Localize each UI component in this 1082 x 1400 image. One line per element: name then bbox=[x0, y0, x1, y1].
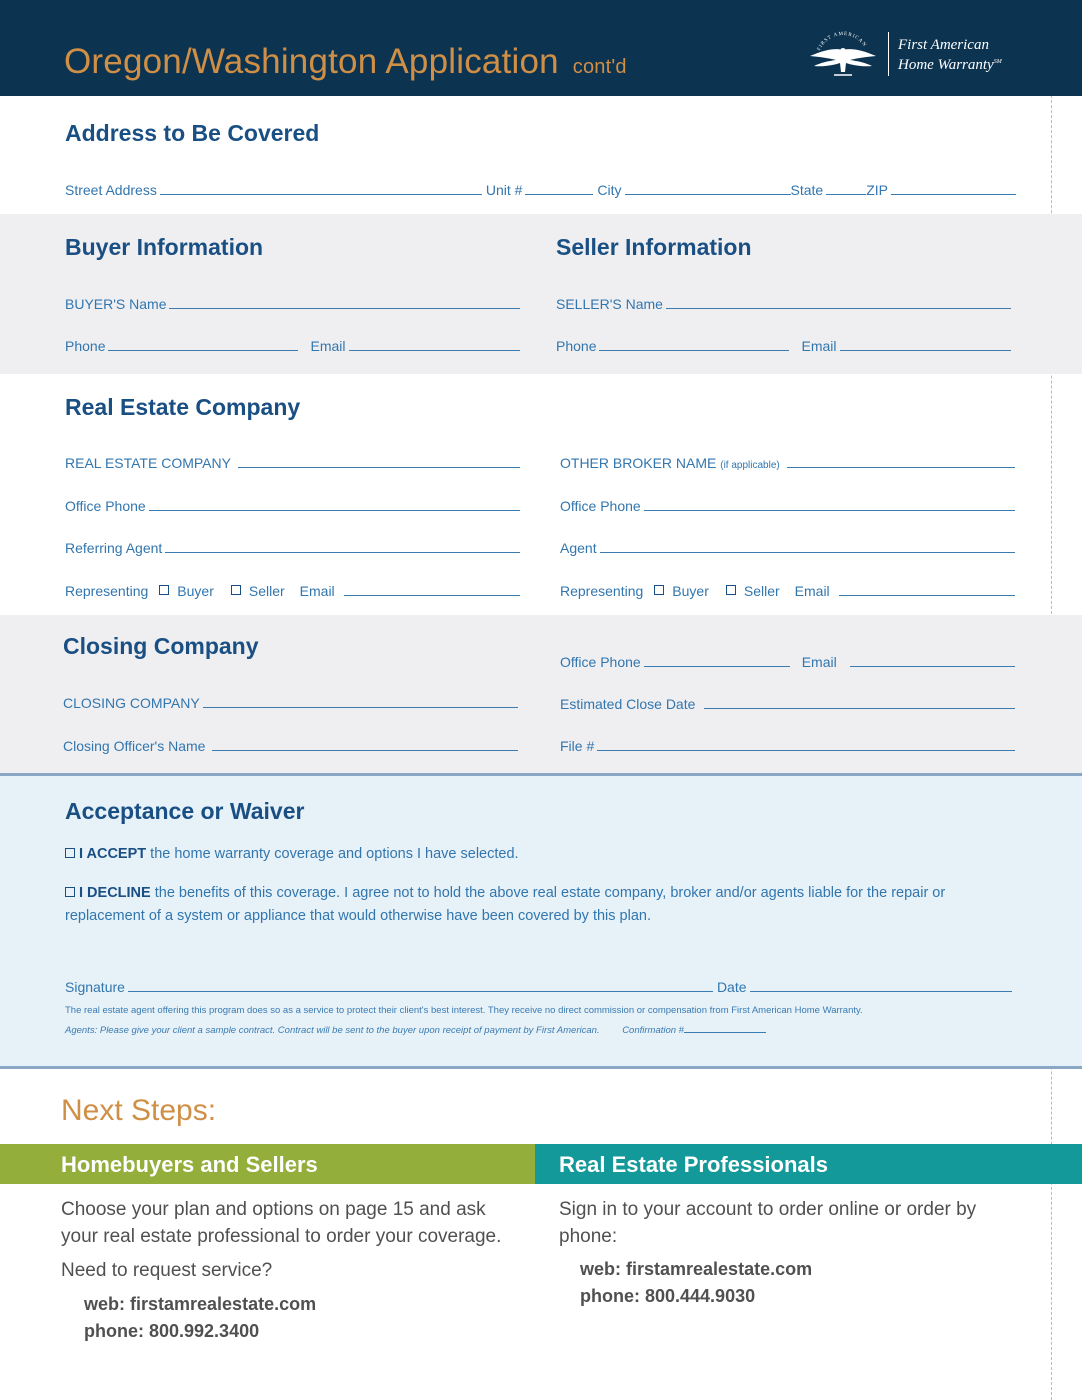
closing-officer-label: Closing Officer's Name bbox=[63, 738, 206, 754]
buyer-section-title: Buyer Information bbox=[65, 234, 264, 260]
closing-company-label: CLOSING COMPANY bbox=[63, 695, 200, 711]
broker-office-phone-label: Office Phone bbox=[560, 498, 641, 514]
representing-buyer-label: Buyer bbox=[177, 583, 214, 599]
agent-email-label: Email bbox=[299, 583, 335, 599]
closing-email-label: Email bbox=[801, 654, 837, 670]
closing-officer-field[interactable] bbox=[212, 737, 518, 751]
closing-company-row bbox=[63, 691, 518, 711]
representing-buyer-checkbox[interactable] bbox=[159, 585, 169, 595]
broker-agent-field[interactable] bbox=[600, 539, 1015, 553]
agent-email-field[interactable] bbox=[344, 582, 520, 596]
referring-agent-label: Referring Agent bbox=[65, 540, 163, 556]
signature-field[interactable] bbox=[128, 978, 713, 992]
closing-office-phone-field[interactable] bbox=[644, 653, 790, 667]
accept-option bbox=[65, 843, 995, 866]
buyer-phone-label: Phone bbox=[65, 338, 106, 354]
city-field[interactable] bbox=[625, 181, 791, 195]
seller-email-label: Email bbox=[801, 338, 837, 354]
page-title-suffix: cont'd bbox=[572, 56, 627, 78]
homebuyers-web-link[interactable]: web: firstamrealestate.com bbox=[84, 1294, 317, 1314]
buyer-name-field[interactable] bbox=[169, 295, 520, 309]
real-estate-company-label: REAL ESTATE COMPANY bbox=[65, 455, 231, 471]
logo-line-2: Home Warranty℠ bbox=[898, 57, 1002, 73]
eagle-seal-icon bbox=[806, 30, 880, 78]
referring-agent-row bbox=[65, 536, 520, 556]
buyer-email-field[interactable] bbox=[349, 337, 521, 351]
closing-section-title: Closing Company bbox=[63, 633, 259, 659]
closing-office-phone-label: Office Phone bbox=[560, 654, 641, 670]
broker-representing-buyer-label: Buyer bbox=[672, 583, 709, 599]
representing-seller-label: Seller bbox=[248, 583, 285, 599]
homebuyers-title: Homebuyers and Sellers bbox=[61, 1152, 318, 1177]
professionals-web-link[interactable]: web: firstamrealestate.com bbox=[580, 1259, 813, 1279]
file-number-field[interactable] bbox=[597, 737, 1015, 751]
broker-representing-seller-label: Seller bbox=[743, 583, 780, 599]
seller-section-title: Seller Information bbox=[556, 234, 752, 260]
homebuyers-header-bar bbox=[0, 1144, 535, 1184]
professionals-header-bar bbox=[535, 1144, 1082, 1184]
representing-seller-checkbox[interactable] bbox=[231, 585, 241, 595]
office-phone-label: Office Phone bbox=[65, 498, 146, 514]
closing-email-field[interactable] bbox=[850, 653, 1015, 667]
broker-representing-label: Representing bbox=[560, 583, 644, 599]
state-label: State bbox=[790, 182, 824, 198]
date-field[interactable] bbox=[750, 978, 1012, 992]
decline-text: the benefits of this coverage. I agree not to hold the above real estate company, broker and/or agents liable for the repair or replacement of a system or appliance that would otherwise have been covered by this plan. bbox=[65, 885, 946, 924]
close-date-row bbox=[560, 692, 1015, 712]
street-address-field[interactable] bbox=[160, 181, 482, 195]
fine-print-agents bbox=[65, 1025, 766, 1036]
close-date-label: Estimated Close Date bbox=[560, 696, 696, 712]
other-broker-note: (if applicable) bbox=[720, 460, 780, 471]
service-mark: SM bbox=[993, 59, 1002, 65]
seller-phone-label: Phone bbox=[556, 338, 597, 354]
address-row bbox=[65, 178, 1016, 198]
file-number-label: File # bbox=[560, 738, 595, 754]
seller-phone-field[interactable] bbox=[599, 337, 789, 351]
fine-print-agents-text: Agents: Please give your client a sample contract. Contract will be sent to the buyer upon receipt of payment by First American. bbox=[65, 1025, 600, 1036]
accept-bold-label: I ACCEPT bbox=[79, 846, 147, 862]
other-broker-field[interactable] bbox=[787, 454, 1015, 468]
zip-field[interactable] bbox=[891, 181, 1016, 195]
broker-representing-seller-checkbox[interactable] bbox=[726, 585, 736, 595]
broker-agent-row bbox=[560, 536, 1015, 556]
real-estate-section-title: Real Estate Company bbox=[65, 394, 301, 420]
seller-name-row bbox=[556, 292, 1011, 312]
street-address-label: Street Address bbox=[65, 182, 157, 198]
buyer-contact-row bbox=[65, 334, 520, 354]
closing-company-field[interactable] bbox=[203, 694, 518, 708]
buyer-name-label: BUYER'S Name bbox=[65, 296, 167, 312]
office-phone-field[interactable] bbox=[149, 497, 520, 511]
real-estate-company-field[interactable] bbox=[238, 454, 520, 468]
professionals-text: Sign in to your account to order online or order by phone: bbox=[559, 1199, 977, 1247]
file-number-row bbox=[560, 734, 1015, 754]
close-date-field[interactable] bbox=[704, 695, 1015, 709]
acceptance-section-title: Acceptance or Waiver bbox=[65, 798, 305, 824]
buyer-phone-field[interactable] bbox=[108, 337, 298, 351]
real-estate-company-row bbox=[65, 451, 520, 471]
accept-checkbox[interactable] bbox=[65, 848, 75, 858]
broker-representing-buyer-checkbox[interactable] bbox=[654, 585, 664, 595]
homebuyers-phone[interactable]: phone: 800.992.3400 bbox=[84, 1321, 260, 1341]
next-steps-title: Next Steps: bbox=[61, 1094, 217, 1127]
signature-label: Signature bbox=[65, 979, 125, 995]
logo-line-1: First American bbox=[898, 37, 989, 53]
seller-name-label: SELLER'S Name bbox=[556, 296, 663, 312]
date-label: Date bbox=[716, 979, 747, 995]
broker-email-field[interactable] bbox=[839, 582, 1015, 596]
confirmation-field[interactable] bbox=[684, 1032, 766, 1033]
broker-email-label: Email bbox=[794, 583, 830, 599]
buyer-name-row bbox=[65, 292, 520, 312]
logo-divider bbox=[888, 32, 889, 76]
state-field[interactable] bbox=[826, 181, 866, 195]
accept-text: the home warranty coverage and options I have selected. bbox=[150, 846, 519, 862]
representing-row bbox=[65, 579, 520, 599]
broker-agent-label: Agent bbox=[560, 540, 597, 556]
page-header bbox=[0, 0, 1082, 96]
page-title-text: Oregon/Washington Application bbox=[64, 42, 559, 81]
professionals-title: Real Estate Professionals bbox=[559, 1152, 829, 1177]
other-broker-row bbox=[560, 451, 1015, 471]
city-label: City bbox=[597, 182, 622, 198]
seller-name-field[interactable] bbox=[666, 295, 1011, 309]
zip-label: ZIP bbox=[866, 182, 889, 198]
broker-representing-row bbox=[560, 579, 1015, 599]
office-phone-row bbox=[65, 494, 520, 514]
signature-row bbox=[65, 975, 1012, 995]
unit-field[interactable] bbox=[525, 181, 593, 195]
service-request-text: Need to request service? bbox=[61, 1260, 273, 1281]
fine-print-disclaimer: The real estate agent offering this program does so as a service to protect their client's best interest. They receive no direct commission or compensation from First American Home Warranty. bbox=[65, 1005, 863, 1016]
referring-agent-field[interactable] bbox=[165, 539, 520, 553]
decline-bold-label: I DECLINE bbox=[79, 885, 151, 901]
other-broker-label: OTHER BROKER NAME (if applicable) bbox=[560, 455, 780, 471]
company-logo bbox=[898, 37, 1002, 74]
professionals-phone[interactable]: phone: 800.444.9030 bbox=[580, 1286, 756, 1306]
closing-contact-row bbox=[560, 650, 1015, 670]
address-section-title: Address to Be Covered bbox=[65, 120, 320, 146]
homebuyers-text: Choose your plan and options on page 15 and ask your real estate professional to order your coverage. bbox=[61, 1199, 502, 1247]
confirmation-label: Confirmation # bbox=[622, 1025, 684, 1036]
buyer-email-label: Email bbox=[310, 338, 346, 354]
decline-option bbox=[65, 882, 995, 928]
closing-officer-row bbox=[63, 734, 518, 754]
representing-label: Representing bbox=[65, 583, 149, 599]
page-title bbox=[64, 42, 627, 82]
svg-text:FIRST AMERICAN: FIRST AMERICAN bbox=[816, 31, 867, 52]
broker-office-phone-field[interactable] bbox=[644, 497, 1015, 511]
seller-email-field[interactable] bbox=[840, 337, 1012, 351]
unit-label: Unit # bbox=[485, 182, 523, 198]
broker-office-phone-row bbox=[560, 494, 1015, 514]
decline-checkbox[interactable] bbox=[65, 887, 75, 897]
seller-contact-row bbox=[556, 334, 1011, 354]
